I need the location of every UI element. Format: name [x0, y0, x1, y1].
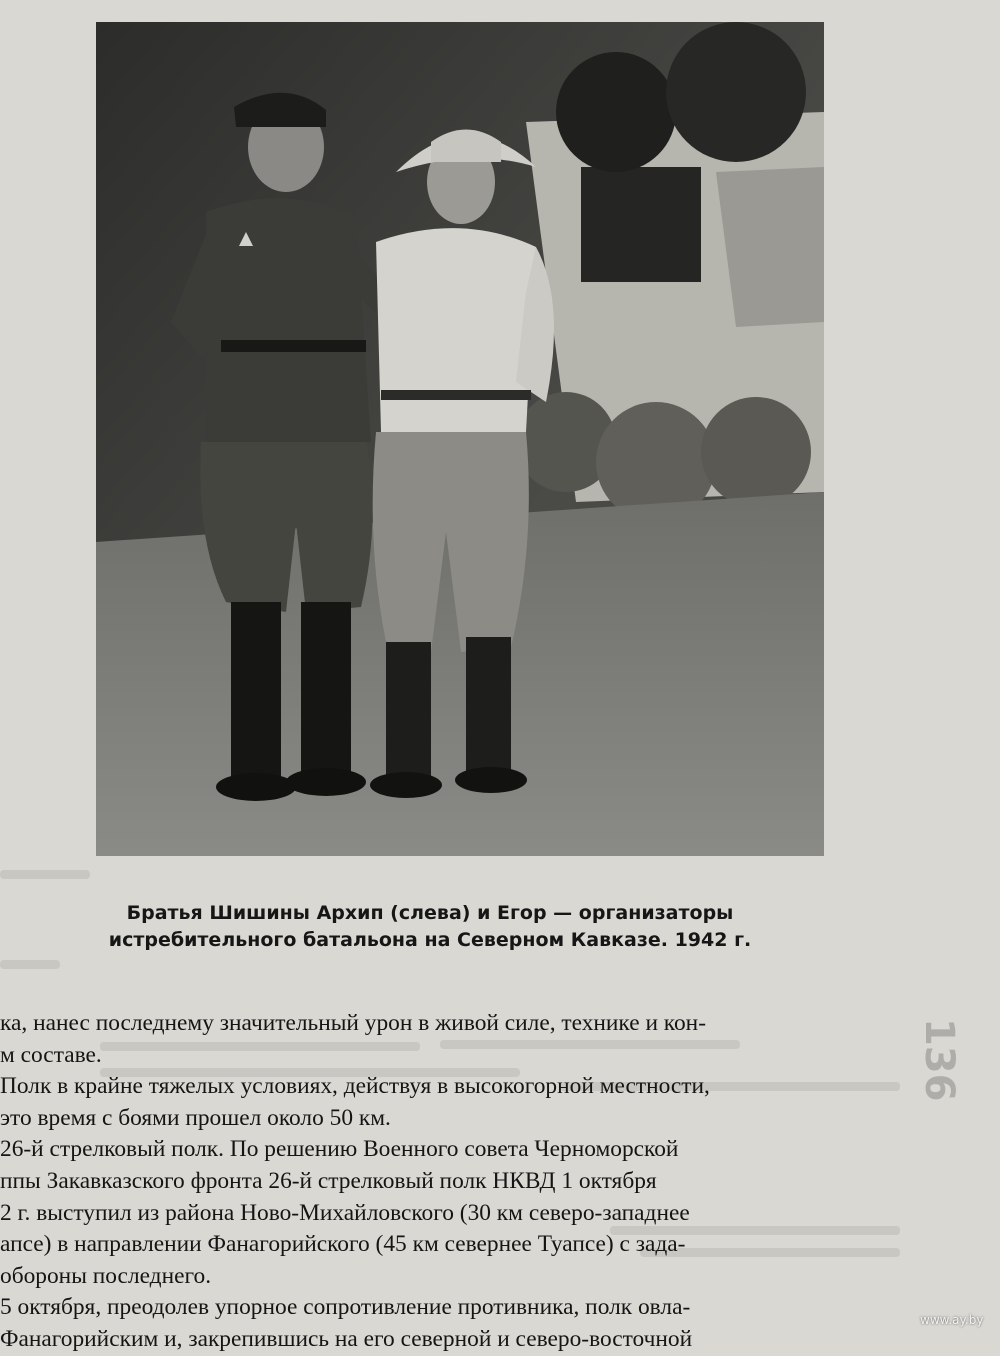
photo-caption [70, 900, 790, 954]
caption-line-1: Братья Шишины Архип (слева) и Егор — организаторы [126, 902, 734, 924]
text-line: м составе. [0, 1041, 102, 1068]
text-line: 5 октября, преодолев упорное сопротивление противника, полк овла- [0, 1294, 691, 1321]
text-line: апсе) в направлении Фанагорийского (45 км севернее Туапсе) с зада- [0, 1231, 686, 1258]
text-line: ка, нанес последнему значительный урон в живой силе, технике и кон- [0, 1010, 706, 1036]
text-line: обороны последнего. [0, 1262, 212, 1289]
text-line: ппы Закавказского фронта 26-й стрелковый полк НКВД 1 октября [0, 1168, 657, 1194]
watermark: www.ay.by [920, 1313, 984, 1327]
text-line: Фанагорийским и, закрепившись на его северной и северо-восточной [0, 1326, 693, 1352]
caption-line-2: истребительного батальона на Северном Кавказе. 1942 г. [108, 929, 752, 951]
text-line: 2 г. выступил из района Ново-Михайловского (30 км северо-западнее [0, 1199, 690, 1226]
page-number: 136 [916, 1018, 962, 1102]
text-line: Полк в крайне тяжелых условиях, действуя в высокогорной местности, [0, 1073, 710, 1100]
historical-photo [96, 22, 824, 856]
photo-two-men-icon [96, 22, 824, 856]
text-line: 26-й стрелковый полк. По решению Военного совета Черноморской [0, 1136, 679, 1163]
text-line: это время с боями прошел около 50 км. [0, 1104, 391, 1131]
